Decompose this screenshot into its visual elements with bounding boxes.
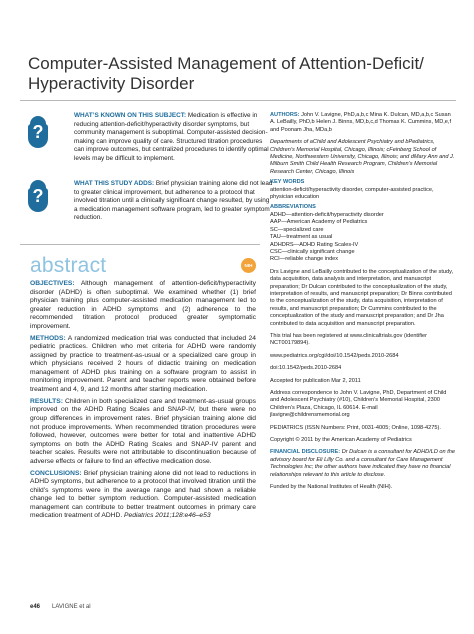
journal-citation: Pediatrics 2011;128:e46–e53: [124, 512, 211, 520]
study-adds-paragraph: [74, 180, 274, 223]
running-head: LAVIGNE et al: [52, 604, 91, 610]
methods-text: A randomized medication trial was conducted that included 24 pediatric practices. Children who met criteria for ADHD were randomly assigned by practice to treatment-as-usual or a specialized care group in which physicians received 2 hours of didactic training on medication management of ADHD plus training on a software program to assist in monitoring improvement. Parent and teacher reports were obtained before treatment and 4, 9, and 12 months after starting medication.: [30, 334, 256, 393]
objectives-text: Although management of attention-deficit/hyperactivity disorder (ADHD) is often suboptimal. We examined whether (1) brief physician training plus computer-assisted medication management led to greater reduction in ADHD symptoms and (2) adherence to the recommended titration protocol produced greater symptomatic improvement.: [30, 280, 256, 330]
author-contributions: Drs Lavigne and LeBailly contributed to the conceptualization of the study, data acquisition, data analysis and interpretation, and manuscript preparation; Dr Dulcan contributed to the conceptualization of the study, interpretation of results, and manuscript preparation; Dr Binns contributed to the conceptualization of the study, data acquisition, interpretation of results, and manuscript preparation; Dr Cummins contributed to the conceptualization of the study and manuscript preparation; and Dr Jha contributed to data acquisition and manuscript preparation.: [270, 268, 454, 327]
affiliations: Departments of aChild and Adolescent Psychiatry and bPediatrics, Children’s Memorial Hospital, Chicago, Illinois; cFeinberg School of Medicine, Northwestern University, Chicago, Illinois; and dMary Ann and J. Milburn Smith Child Health Research Program, Children’s Memorial Research Center, Chicago, Illinois: [270, 139, 455, 175]
abbreviation-item: RCI—reliable change index: [270, 256, 339, 263]
abbreviation-item: ADHDRS—ADHD Rating Scales-IV: [270, 241, 359, 248]
conclusions-text: Brief physician training alone did not lead to reductions in ADHD symptoms, but adherence to a protocol that involved titration until the child’s symptoms were in the average range and had shown a reliable change led to better symptom reduction. Computer-assisted medication management can contribute to better treatment outcomes in primary care medication treatment of ADHD.: [30, 469, 256, 520]
trial-registration: This trial has been registered at www.clinicaltrials.gov (identifier NCT00179894).: [270, 332, 428, 347]
question-mark-icon: ?: [28, 180, 50, 214]
objectives-heading: OBJECTIVES:: [30, 280, 75, 287]
abstract-objectives: [30, 280, 256, 331]
results-heading: RESULTS:: [30, 397, 63, 405]
key-points-box: [20, 104, 273, 236]
abbreviation-item: ADHD—attention-deficit/hyperactivity disorder: [270, 211, 384, 218]
conclusions-heading: CONCLUSIONS:: [30, 469, 82, 477]
authors-block: [270, 112, 456, 134]
keywords-heading: KEY WORDS: [270, 179, 305, 186]
article-title: [28, 54, 448, 94]
funding: Funded by the National Institutes of Health (NIH).: [270, 484, 393, 491]
question-mark-icon: ?: [28, 116, 50, 150]
whats-known-heading: WHAT’S KNOWN ON THIS SUBJECT:: [74, 112, 187, 119]
whats-known-paragraph: [74, 112, 274, 164]
authors-list: John V. Lavigne, PhD,a,b,c Mina K. Dulcan, MD,a,b,c Susan A. LeBailly, PhD,b Helen J. Binns, MD,b,c,d Thomas K. Cummins, MD,e,f and Poonam Jha, MDa,b: [270, 112, 452, 133]
article-url[interactable]: www.pediatrics.org/cgi/doi/10.1542/peds.2010-2684: [270, 352, 399, 359]
title-rule: [20, 100, 456, 101]
correspondence: Address correspondence to John V. Lavigne, PhD, Department of Child and Adolescent Psychiatry (#10), Children’s Memorial Hospital, 2300 Children’s Plaza, Chicago, IL 60614. E-mail jlavigne@childrensmemorial.org: [270, 390, 447, 419]
issn: PEDIATRICS (ISSN Numbers: Print, 0031-4005; Online, 1098-4275).: [270, 424, 441, 431]
copyright: Copyright © 2011 by the American Academy of Pediatrics: [270, 437, 412, 444]
authors-heading: AUTHORS:: [270, 112, 300, 118]
abstract-methods: [30, 335, 256, 395]
article-info-column: [270, 112, 456, 491]
results-text: Children in both specialized care and treatment-as-usual groups improved on the ADHD Rating Scales and SNAP-IV, but there were no group differences in improvement rates. Brief physician training alone did not produce improvements. When recommended titration procedures were followed, however, outcomes were better for total and inattentive ADHD symptoms on both the ADHD Rating Scales and SNAP-IV parent and teacher scales. Results were not attributable to discontinuation because of adverse effects or failure to find an effective medication dose.: [30, 397, 256, 465]
abbreviation-item: AAP—American Academy of Pediatrics: [270, 219, 368, 226]
abbreviations-heading: ABBREVIATIONS: [270, 204, 316, 211]
page-number: e46: [30, 604, 41, 610]
financial-disclosure-text: Dr Dulcan is a consultant for ADHD/LD on the advisory board for Eli Lilly Co. and a consultant for Care Management Technologies Inc; the other authors have indicated they have no financial relationships relevant to this article to disclose.: [270, 449, 455, 478]
nih-badge: NIH: [241, 258, 256, 273]
study-adds-heading: WHAT THIS STUDY ADDS:: [74, 180, 155, 187]
whats-known-text: Medication is effective in reducing attention-deficit/hyperactivity disorder symptoms, but community management is suboptimal. Computer-assisted decision-making can improve quality of care. Structured titration procedures can improve outcomes, but centralized procedures to identify optimal levels may be difficult to implement.: [74, 112, 269, 162]
financial-disclosure-heading: FINANCIAL DISCLOSURE:: [270, 449, 341, 456]
financial-disclosure: [270, 449, 456, 479]
abstract-results: [30, 398, 256, 466]
abstract-body: [30, 280, 256, 524]
abbreviation-item: TAU—treatment as usual: [270, 234, 333, 241]
article-title-line-2: Hyperactivity Disorder: [28, 74, 195, 93]
article-title-line-1: Computer-Assisted Management of Attention-Deficit/: [28, 54, 424, 73]
keywords-text: attention-deficit/hyperactivity disorder, computer-assisted practice, physician education: [270, 186, 434, 201]
methods-heading: METHODS:: [30, 334, 66, 342]
abstract-conclusions: [30, 470, 256, 521]
study-adds-text: Brief physician training alone did not lead to greater clinical improvement, but adherence to a protocol that involved titration until a clinically significant change resulted, by using a medication management software program, led to greater symptom reduction.: [74, 180, 273, 222]
abbreviation-item: CSC—clinically significant change: [270, 248, 355, 255]
abstract-heading: abstract: [30, 254, 107, 277]
box-rule: [20, 244, 260, 245]
abbreviation-item: SC—specialized care: [270, 226, 324, 233]
article-doi: doi:10.1542/peds.2010-2684: [270, 365, 342, 372]
accepted-date: Accepted for publication Mar 2, 2011: [270, 377, 361, 384]
